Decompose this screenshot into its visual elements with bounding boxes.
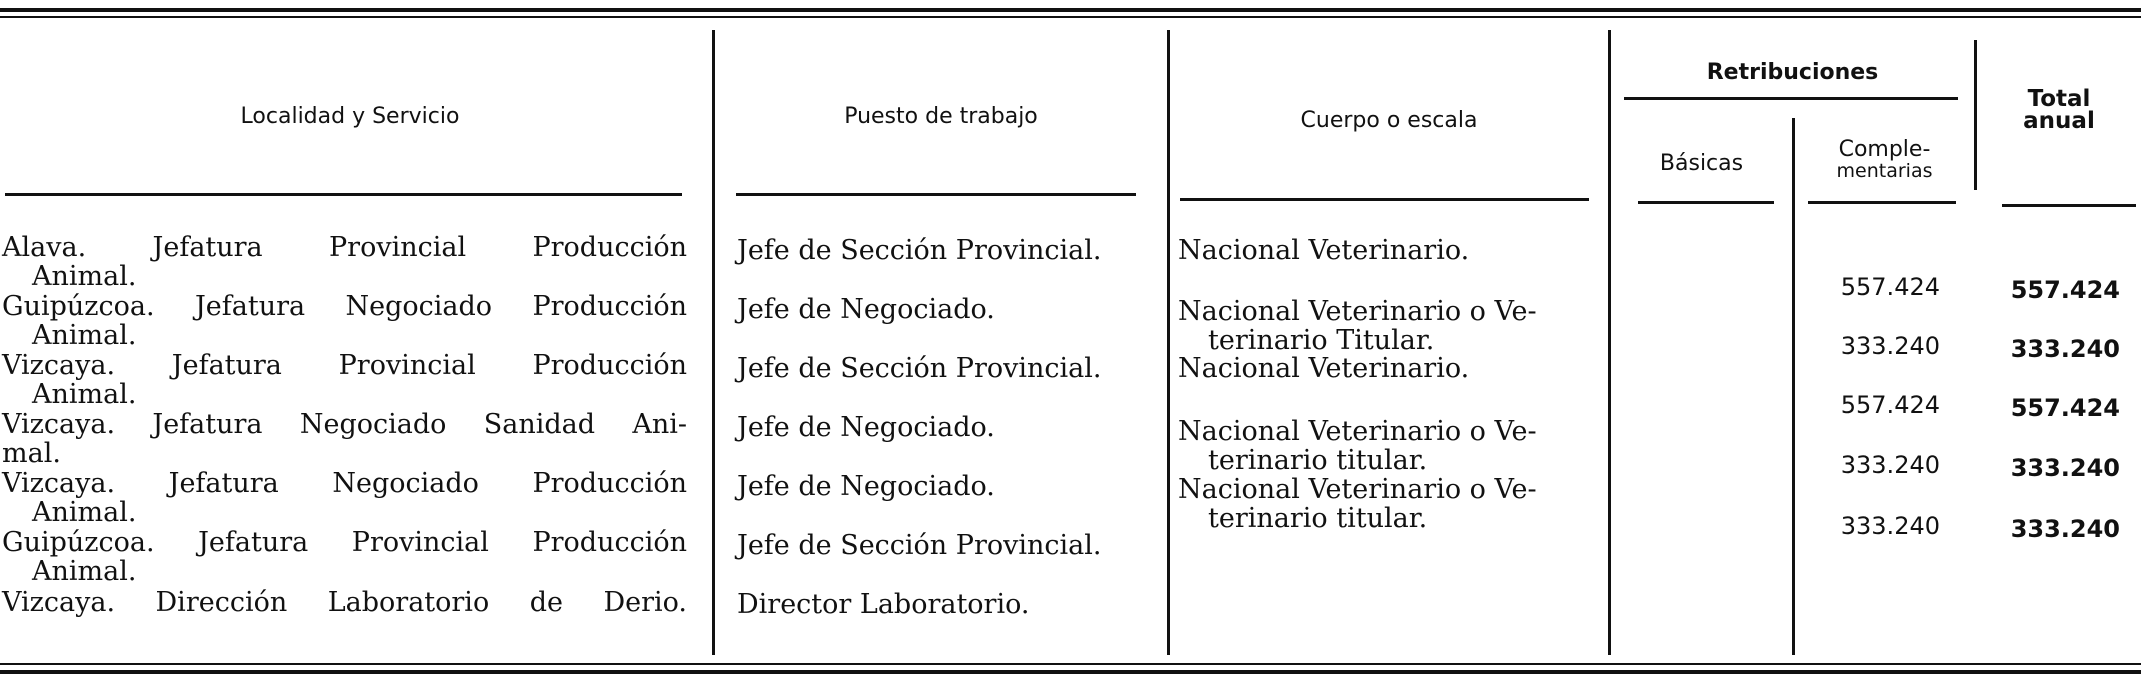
cuerpo-5 [1178,475,1537,533]
amount-3-total: 557.424 [2010,394,2120,422]
row-4-localidad [2,410,687,468]
cuerpo-5-line-2: terinario titular. [1208,503,1428,534]
amount-4-total: 333.240 [2010,454,2120,482]
header-basicas: Básicas [1659,151,1744,176]
row-3-localidad-line-1: Vizcaya. Jefatura Provincial Producción [2,350,687,381]
cuerpo-5-line-1: Nacional Veterinario o Ve- [1178,474,1537,505]
bottom-rule-thick [0,670,2141,674]
header-cuerpo: Cuerpo o escala [1300,108,1478,133]
row-5-localidad [2,469,687,527]
header-underline-total [2002,204,2136,207]
row-1-localidad-line-2: Animal. [32,261,137,292]
row-7-localidad-line-1: Vizcaya. Dirección Laboratorio de Derio. [2,587,687,618]
row-5-puesto: Jefe de Negociado. [737,471,995,502]
row-5-localidad-line-2: Animal. [32,497,137,528]
cuerpo-4 [1178,417,1537,475]
header-underline-complementarias [1808,201,1956,204]
header-total-line-1: Total [2027,86,2091,112]
header-total-line-2: anual [2023,108,2095,134]
amount-4-complementarias: 333.240 [1840,451,1940,479]
row-1-localidad [2,233,687,291]
amount-2-complementarias: 333.240 [1840,332,1940,360]
cuerpo-2-line-2: terinario Titular. [1208,325,1435,356]
row-3-puesto: Jefe de Sección Provincial. [737,353,1102,384]
amount-2-total: 333.240 [2010,335,2120,363]
row-3-localidad [2,351,687,409]
row-7-puesto: Director Laboratorio. [737,589,1030,620]
bottom-rule-thin [0,663,2141,665]
row-2-localidad [2,292,687,350]
amount-1-total: 557.424 [2010,276,2120,304]
row-7-localidad [2,588,687,617]
cuerpo-2 [1178,297,1537,355]
cuerpo-1 [1178,236,1469,265]
row-1-puesto: Jefe de Sección Provincial. [737,235,1102,266]
amount-5-total: 333.240 [2010,515,2120,543]
cuerpo-4-line-1: Nacional Veterinario o Ve- [1178,416,1537,447]
row-2-localidad-line-2: Animal. [32,320,137,351]
header-underline-basicas [1638,201,1774,204]
column-divider-4 [1792,118,1795,655]
column-divider-3 [1608,30,1611,655]
cuerpo-4-line-2: terinario titular. [1208,445,1428,476]
cuerpo-3 [1178,354,1469,383]
header-underline-cuerpo [1180,198,1589,201]
header-complementarias-line-2: mentarias [1836,160,1933,182]
row-6-localidad-line-1: Guipúzcoa. Jefatura Provincial Producción [2,527,687,558]
amount-3-complementarias: 557.424 [1840,391,1940,419]
header-localidad: Localidad y Servicio [240,104,460,129]
header-underline-localidad [5,193,682,196]
row-6-localidad-line-2: Animal. [32,556,137,587]
top-rule-thin [0,16,2141,18]
header-total [1977,88,2141,132]
row-4-localidad-line-2: mal. [2,438,61,469]
row-4-localidad-line-1: Vizcaya. Jefatura Negociado Sanidad Ani- [2,409,687,440]
row-4-puesto: Jefe de Negociado. [737,412,995,443]
row-2-localidad-line-1: Guipúzcoa. Jefatura Negociado Producción [2,291,687,322]
amount-5-complementarias: 333.240 [1840,512,1940,540]
header-underline-puesto [736,193,1136,196]
row-6-puesto: Jefe de Sección Provincial. [737,530,1102,561]
cuerpo-3-line-1: Nacional Veterinario. [1178,353,1470,384]
header-retribuciones: Retribuciones [1706,60,1879,85]
row-5-localidad-line-1: Vizcaya. Jefatura Negociado Producción [2,468,687,499]
top-rule-thick [0,8,2141,12]
header-complementarias [1795,138,1974,180]
row-1-localidad-line-1: Alava. Jefatura Provincial Producción [2,232,687,263]
header-puesto: Puesto de trabajo [844,104,1038,129]
cuerpo-1-line-1: Nacional Veterinario. [1178,235,1470,266]
row-2-puesto: Jefe de Negociado. [737,294,995,325]
cuerpo-2-line-1: Nacional Veterinario o Ve- [1178,296,1537,327]
row-6-localidad [2,528,687,586]
amount-1-complementarias: 557.424 [1840,273,1940,301]
row-3-localidad-line-2: Animal. [32,379,137,410]
header-underline-retribuciones [1624,97,1958,100]
header-complementarias-line-1: Comple- [1838,137,1931,162]
